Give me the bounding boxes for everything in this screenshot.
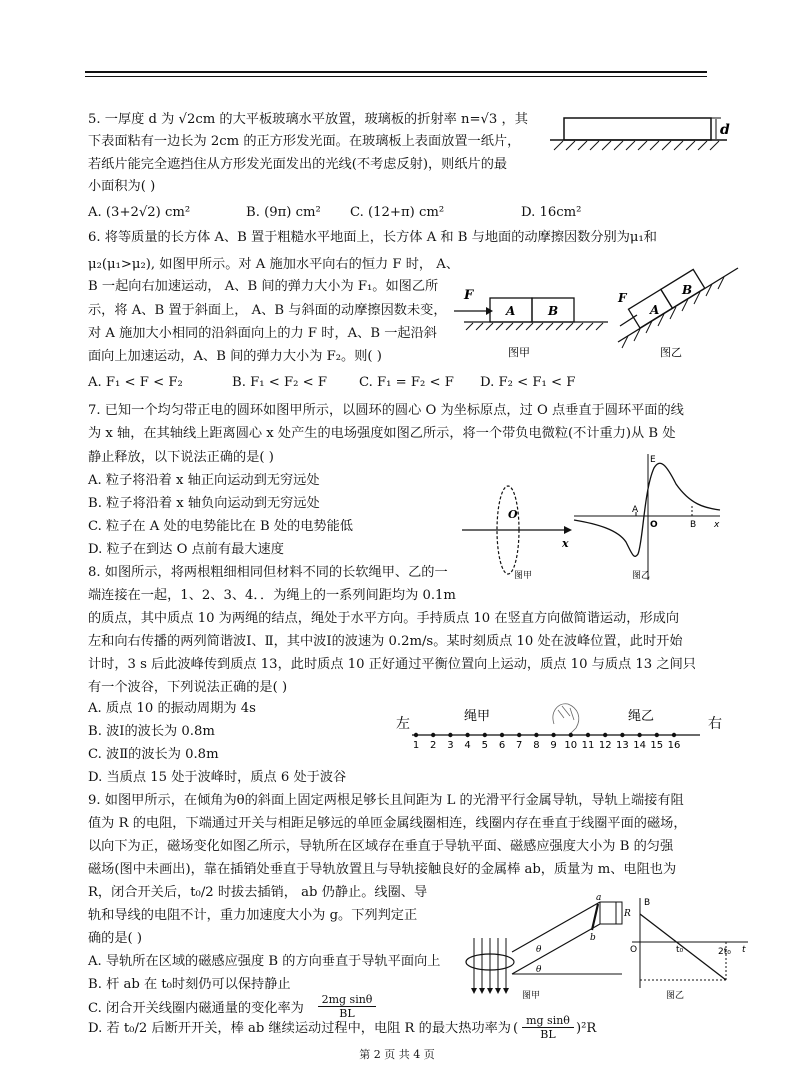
q9-line-4: 磁场(图中未画出)，靠在插销处垂直于导轨放置且与导轨接触良好的金属棒 ab，质量为 m、电阻也为 — [88, 862, 677, 877]
q8-option-a: A. 质点 10 的振动周期为 4s — [88, 701, 256, 716]
rope-point-label: 6 — [498, 740, 506, 750]
q6-figure-b — [610, 258, 745, 360]
option-d-open-paren: ( — [513, 1021, 519, 1036]
point-b-label: B — [690, 520, 697, 530]
2t0-label: 2t₀ — [718, 947, 731, 957]
rope-point — [672, 733, 676, 737]
rope-point — [569, 733, 573, 737]
ring-origin-label: O — [508, 508, 518, 521]
q9-option-c-fraction — [318, 993, 376, 1020]
rod-end-b-label: b — [590, 933, 596, 943]
q6-option-a: A. F₁ < F < F₂ — [88, 375, 183, 390]
q8-line-6: 有一个波谷，下列说法正确的是( ) — [88, 680, 288, 695]
q8-line-5: 计时，3 s 后此波峰传到质点 13，此时质点 10 正好通过平衡位置向上运动，质点 10 与质点 13 之间只 — [88, 657, 696, 672]
rope-point-label: 4 — [464, 740, 471, 750]
rope-point-label: 8 — [533, 740, 540, 750]
rope-point — [551, 733, 555, 737]
q5-option-a: A. (3+2√2) cm² — [88, 205, 191, 220]
q5-option-b: B. (9π) cm² — [246, 205, 321, 220]
rail-angle-label: θ — [536, 965, 542, 975]
t0-label: t₀ — [676, 945, 684, 955]
q7-option-a: A. 粒子将沿着 x 轴正向运动到无穷远处 — [88, 473, 320, 488]
rail-figure-caption: 图甲 — [522, 991, 541, 1001]
rod-end-a-label: a — [596, 893, 602, 903]
incline-block-b-label: B — [682, 283, 693, 297]
q8-option-b: B. 波Ⅰ的波长为 0.8m — [88, 724, 215, 739]
rope-point-label: 12 — [598, 740, 612, 750]
option-d-numerator: mg sinθ — [522, 1014, 574, 1028]
q8-option-c: C. 波Ⅱ的波长为 0.8m — [88, 747, 219, 762]
q7-ring-figure — [458, 478, 578, 584]
rope-point — [414, 733, 418, 737]
resistor-label: R — [624, 909, 631, 919]
q8-line-4: 左和向右传播的两列简谐波Ⅰ、Ⅱ，其中波Ⅰ的波速为 0.2m/s。某时刻质点 10 处在波峰位置，此时开始 — [88, 634, 683, 649]
q8-rope-figure — [392, 698, 732, 750]
rope-point-label: 13 — [616, 740, 629, 750]
rope-point-label: 9 — [550, 740, 557, 750]
q6-option-d: D. F₂ < F₁ < F — [480, 375, 576, 390]
rope-point-label: 11 — [581, 740, 595, 750]
q8-line-2: 端连接在一起，1、2、3、4．．为绳上的一系列间距均为 0.1m — [88, 588, 456, 603]
q7-option-d: D. 粒子在到达 O 点前有最大速度 — [88, 542, 284, 557]
b-axis-label: B — [644, 898, 651, 908]
rope-left-label: 左 — [396, 716, 410, 732]
rope-point-label: 2 — [430, 740, 437, 750]
resistor — [616, 902, 622, 924]
rope-point-label: 5 — [481, 740, 488, 750]
point-a-label: A — [632, 505, 639, 515]
q7-field-graph — [568, 450, 728, 586]
q5-glass-plate-figure — [545, 112, 735, 154]
q7-line-3: 静止释放，以下说法正确的是( ) — [88, 450, 274, 465]
rope-point-label: 7 — [516, 740, 523, 750]
q7-line-2: 为 x 轴，在其轴线上距离圆心 x 处产生的电场强度如图乙所示，将一个带负电微粒(不计重力)从 B 处 — [88, 426, 676, 441]
q5-line-4: 小面积为( ) — [88, 179, 156, 194]
rope-point — [586, 733, 590, 737]
rope-point-label: 14 — [633, 740, 646, 750]
q9-option-c: C. 闭合开关线圈内磁通量的变化率为 — [88, 1001, 304, 1016]
rail-lower — [512, 924, 600, 974]
force-label: F — [464, 288, 474, 303]
q6-figure-a — [448, 278, 618, 360]
q6-line-2: μ₂(μ₁>μ₂), 如图甲所示。对 A 施加水平向右的恒力 F 时， A、 — [88, 257, 460, 272]
rope-point-label: 15 — [650, 740, 664, 750]
q9-line-2: 值为 R 的电阻，下端通过开关与相距足够远的单匝金属线圈相连，线圈内存在垂直于线圈平面的磁场， — [88, 816, 687, 831]
rope-right-label: 右 — [708, 716, 722, 732]
rope-point — [534, 733, 538, 737]
rope-a-label: 绳甲 — [464, 709, 491, 724]
q6-option-b: B. F₁ < F₂ < F — [232, 375, 327, 390]
q5-line-2: 下表面粘有一边长为 2cm 的正方形发光面。在玻璃板上表面放置一纸片， — [88, 134, 521, 149]
e-axis-label: E — [650, 455, 656, 465]
q7-line-1: 7. 已知一个均匀带正电的圆环如图甲所示，以圆环的圆心 O 为坐标原点，过 O 点垂直于圆环平面的线 — [88, 403, 684, 418]
rail-upper — [512, 902, 600, 952]
rope-point — [603, 733, 607, 737]
q6-line-1: 6. 将等质量的长方体 A、B 置于粗糙水平地面上，长方体 A 和 B 与地面的动摩擦因数分别为μ₁和 — [88, 230, 657, 245]
incline-force-label: F — [618, 291, 627, 305]
option-d-denominator: BL — [540, 1028, 556, 1041]
header-rule-thick — [85, 71, 707, 73]
rope-point-label: 10 — [564, 740, 578, 750]
rope-point — [517, 733, 521, 737]
rope-point — [465, 733, 469, 737]
q8-line-3: 的质点，其中质点 10 为两绳的结点，绳处于水平方向。手持质点 10 在竖直方向做简谐运动，形成向 — [88, 611, 680, 626]
ground-hatching — [554, 141, 719, 150]
rope-point — [500, 733, 504, 737]
q6-line-5: 对 A 施加大小相同的沿斜面向上的力 F 时，A、B 一起沿斜 — [88, 326, 437, 341]
rope-point — [620, 733, 624, 737]
b-graph-origin-label: O — [630, 945, 638, 955]
coil-field-arrows — [474, 938, 506, 990]
figure-a-caption: 图甲 — [508, 346, 530, 359]
q9-option-a: A. 导轨所在区域的磁感应强度 B 的方向垂直于导轨平面向上 — [88, 954, 441, 969]
b-graph-caption: 图乙 — [666, 991, 685, 1001]
q5-line-1: 5. 一厚度 d 为 √2cm 的大平板玻璃水平放置，玻璃板的折射率 n=√3 ，其 — [88, 112, 528, 127]
rope-point — [448, 733, 452, 737]
page-footer: 第 2 页 共 4 页 — [359, 1048, 435, 1061]
q7-option-c: C. 粒子在 A 处的电势能比在 B 处的电势能低 — [88, 519, 353, 534]
rope-point-label: 3 — [447, 740, 454, 750]
header-rule-thin — [85, 76, 707, 77]
q8-line-1: 8. 如图所示，将两根粗细相同但材料不同的长软绳甲、乙的一 — [88, 565, 448, 580]
incline-block-a-label: A — [650, 303, 660, 317]
option-d-suffix: )²R — [576, 1021, 597, 1036]
block-a-label: A — [506, 304, 516, 318]
q9-line-5: R，闭合开关后，t₀/2 时拔去插销， ab 仍静止。线圈、导 — [88, 885, 428, 900]
q9-option-b: B. 杆 ab 在 t₀时刻仍可以保持静止 — [88, 977, 291, 992]
q5-option-d: D. 16cm² — [521, 205, 582, 220]
ring-axis-label: x — [562, 537, 569, 550]
incline-force-arrow — [620, 315, 637, 326]
q9-line-3: 以向下为正，磁场变化如图乙所示，导轨所在区域存在垂直于导轨平面、磁感应强度大小为 B 的匀强 — [88, 839, 674, 854]
incline-angle-label: θ — [536, 945, 542, 955]
hand-sketch — [553, 704, 579, 734]
rope-point-label: 16 — [667, 740, 681, 750]
rope-point — [655, 733, 659, 737]
rope-point — [431, 733, 435, 737]
ring-caption: 图甲 — [514, 571, 533, 581]
thickness-label: d — [720, 122, 730, 138]
q9-option-d-fraction — [522, 1014, 574, 1041]
q6-line-4: 示，将 A、B 置于斜面上， A、B 与斜面的动摩擦因数未变， — [88, 303, 447, 318]
q6-line-3: B 一起向右加速运动， A、B 间的弹力大小为 F₁。如图乙所 — [88, 279, 439, 294]
rope-b-label: 绳乙 — [628, 709, 655, 724]
q9-line-1: 9. 如图甲所示，在倾角为θ的斜面上固定两根足够长且间距为 L 的光滑平行金属导轨，导轨上端接有阻 — [88, 793, 684, 808]
graph-origin-label: O — [650, 520, 658, 530]
t-axis-label: t — [742, 945, 746, 955]
q9-line-7: 确的是( ) — [88, 931, 143, 946]
rope-point — [483, 733, 487, 737]
q8-option-d: D. 当质点 15 处于波峰时，质点 6 处于波谷 — [88, 770, 347, 785]
q7-option-b: B. 粒子将沿着 x 轴负向运动到无穷远处 — [88, 496, 320, 511]
q6-option-c: C. F₁ = F₂ < F — [359, 375, 454, 390]
field-graph-caption: 图乙 — [632, 571, 651, 581]
glass-plate — [564, 118, 711, 140]
q5-line-3: 若纸片能完全遮挡住从方形发光面发出的光线(不考虑反射)，则纸片的最 — [88, 157, 508, 172]
rope-point — [637, 733, 641, 737]
option-c-numerator: 2mg sinθ — [318, 993, 376, 1007]
q5-option-c: C. (12+π) cm² — [350, 205, 445, 220]
q9-option-d: D. 若 t₀/2 后断开开关，棒 ab 继续运动过程中，电阻 R 的最大热功率为 — [88, 1021, 511, 1036]
figure-b-caption: 图乙 — [660, 346, 682, 359]
q9-b-graph — [626, 892, 754, 1002]
block-b-label: B — [548, 304, 559, 318]
rope-point-label: 1 — [412, 740, 420, 750]
q9-line-6: 轨和导线的电阻不计，重力加速度大小为 g。下列判定正 — [88, 908, 418, 923]
q9-rail-figure — [452, 890, 632, 1002]
graph-x-label: x — [714, 520, 720, 530]
q6-line-6: 面向上加速运动，A、B 间的弹力大小为 F₂。则( ) — [88, 349, 382, 364]
option-c-denominator: BL — [339, 1007, 355, 1020]
field-curve — [574, 463, 720, 556]
